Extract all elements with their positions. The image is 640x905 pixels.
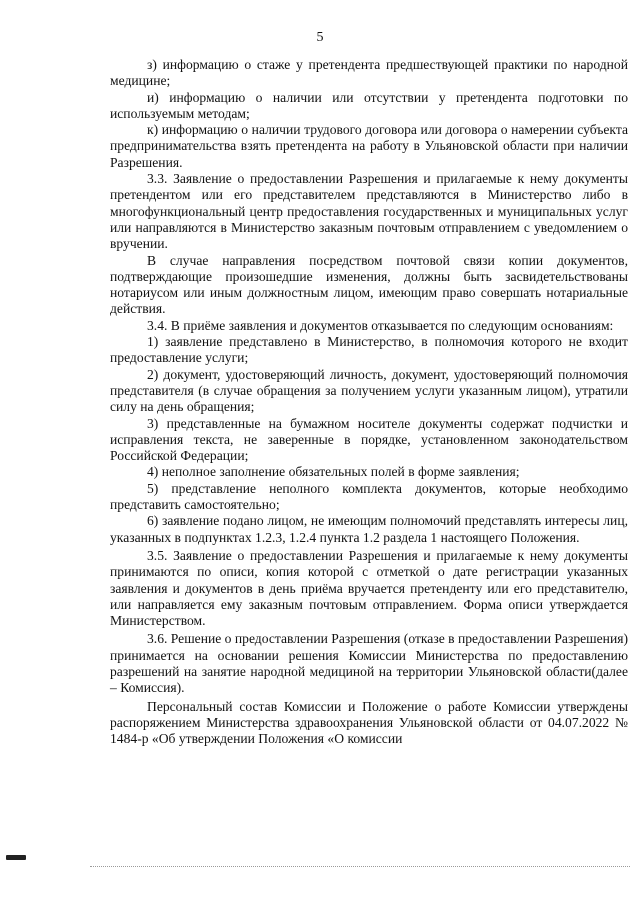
paragraph-postal-copies: В случае направления посредством почтовой связи копии документов, подтверждающие произошедшие изменения, должны быть засвидетельствованы нотариусом или иным должностным лицом, имеющим право совершать нотариальные действия. xyxy=(110,252,628,317)
paragraph-clause-3-5: 3.5. Заявление о предоставлении Разрешения и прилагаемые к нему документы принимаются по описи, копия которой с отметкой о дате регистрации указанных заявления и документов в день приёма вручается претенденту или его представителю, или направляется ему заказным почтовым отправлением. Форма описи утверждается Министерством. xyxy=(110,547,628,629)
paragraph-clause-3-4: 3.4. В приёме заявления и документов отказывается по следующим основаниям: xyxy=(147,317,614,333)
paragraph-item-k: к) информацию о наличии трудового договора или договора о намерении субъекта предпринимательства взять претендента на работу в Ульяновской области при наличии Разрешения. xyxy=(110,122,628,170)
paragraph-ground-4: 4) неполное заполнение обязательных полей в форме заявления; xyxy=(147,464,520,480)
paragraph-ground-2: 2) документ, удостоверяющий личность, документ, удостоверяющий полномочия представителя (в случае обращения за получением услуги указанным лицом), утратили силу на день обращения; xyxy=(110,366,628,415)
paragraph-item-i: и) информацию о наличии или отсутствии у претендента подготовки по используемым методам; xyxy=(110,89,628,121)
paragraph-ground-6: 6) заявление подано лицом, не имеющим полномочий представлять интересы лиц, указанных в подпунктах 1.2.3, 1.2.4 пункта 1.2 раздела 1 настоящего Положения. xyxy=(110,513,628,545)
paragraph-commission-composition: Персональный состав Комиссии и Положение о работе Комиссии утверждены распоряжением Министерства здравоохранения Ульяновской области от 04.07.2022 № 1484-р «Об утверждении Положения «О комиссии xyxy=(110,698,628,747)
page-number: 5 xyxy=(316,30,324,45)
paragraph-ground-1: 1) заявление представлено в Министерство, в полномочия которого не входит предоставление услуги; xyxy=(110,334,628,366)
scan-artifact-line xyxy=(90,866,630,867)
paragraph-clause-3-6: 3.6. Решение о предоставлении Разрешения (отказе в предоставлении Разрешения) принимается на основании решения Комиссии Министерства по предоставлению разрешений на занятие народной медициной на территории Ульяновской области(далее – Комиссия). xyxy=(110,631,628,696)
document-body xyxy=(110,57,628,747)
paragraph-ground-5: 5) представление неполного комплекта документов, которые необходимо представить самостоятельно; xyxy=(110,480,628,513)
paragraph-item-z: з) информацию о стаже у претендента предшествующей практики по народной медицине; xyxy=(110,57,628,89)
scan-artifact-mark xyxy=(6,855,26,860)
paragraph-ground-3: 3) представленные на бумажном носителе документы содержат подчистки и исправления текста, не заверенные в порядке, установленном законодательством Российской Федерации; xyxy=(110,415,628,464)
paragraph-clause-3-3: 3.3. Заявление о предоставлении Разрешения и прилагаемые к нему документы претендентом или его представителем представляются в Министерство либо в многофункциональный центр предоставления государственных и муниципальных услуг или направляются в Министерство заказным почтовым отправлением с уведомлением о вручении. xyxy=(110,171,628,252)
